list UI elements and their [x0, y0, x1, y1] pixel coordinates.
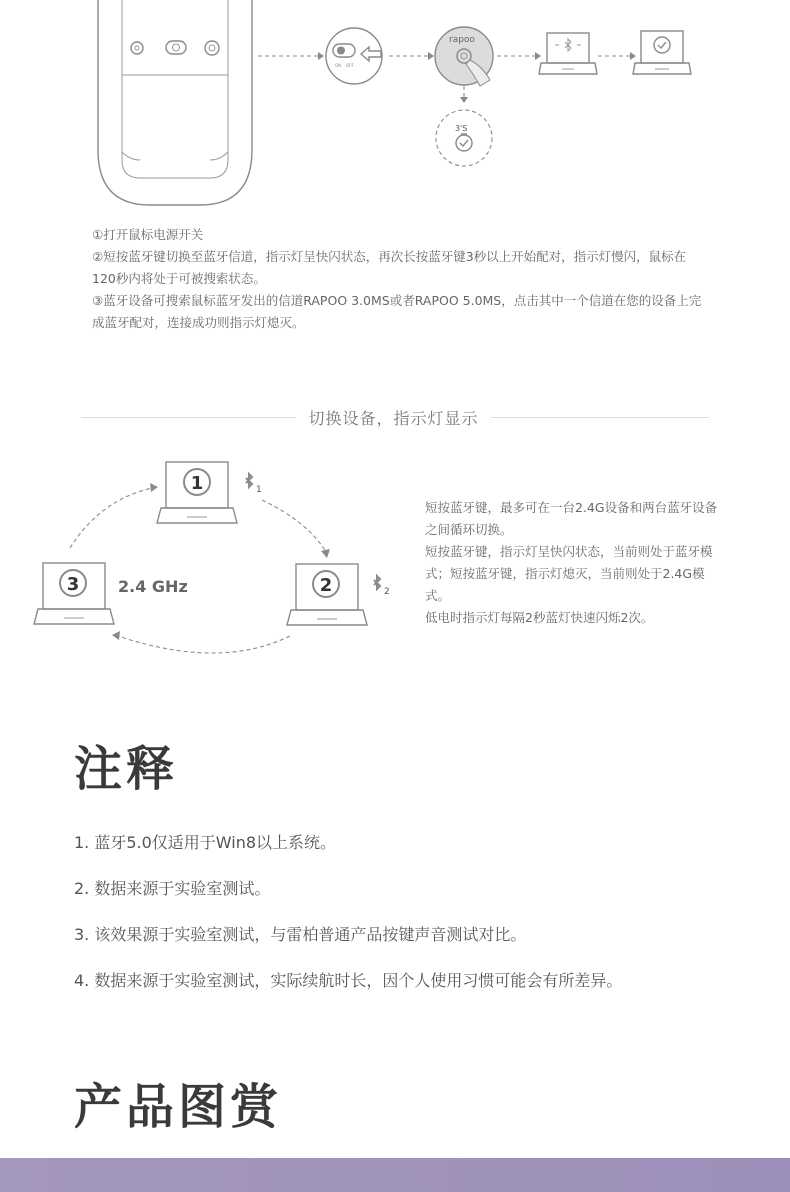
- notes-list: [74, 830, 754, 1014]
- switch-off-label: OFF: [346, 63, 354, 68]
- description-line-2: 短按蓝牙键，指示灯呈快闪状态，当前则处于蓝牙模式；短按蓝牙键，指示灯熄灭，当前则处于2.4G模式。: [425, 544, 713, 603]
- description-line-3: 低电时指示灯每隔2秒蓝灯快速闪烁2次。: [425, 610, 654, 625]
- note-item-4: 4. 数据来源于实验室测试，实际续航时长，因个人使用习惯可能会有所差异。: [74, 971, 623, 990]
- timer-label: 3'S: [455, 124, 468, 133]
- device-switch-diagram: [0, 450, 420, 670]
- device-3-frequency-label: 2.4 GHz: [118, 577, 188, 596]
- device-2-number: 2: [319, 575, 333, 596]
- device-2-laptop-icon: [287, 564, 390, 625]
- gallery-image-band: [0, 1158, 790, 1192]
- gallery-heading: 产品图赏: [74, 1079, 283, 1135]
- device-3-laptop-icon: [34, 563, 188, 624]
- note-item-3: 3. 该效果源于实验室测试，与雷柏普通产品按键声音测试对比。: [74, 925, 527, 944]
- power-switch-icon: [326, 28, 382, 84]
- mouse-underside-illustration: [98, 0, 252, 205]
- switch-on-label: ON: [335, 63, 342, 68]
- pairing-steps: [92, 224, 702, 334]
- switch-section-title: [0, 406, 790, 429]
- note-item-1: 1. 蓝牙5.0仅适用于Win8以上系统。: [74, 833, 337, 852]
- timer-icon: [436, 110, 492, 166]
- device-1-bt-sub: 1: [256, 485, 262, 495]
- description-line-1: 短按蓝牙键，最多可在一台2.4G设备和两台蓝牙设备之间循环切换。: [425, 500, 718, 537]
- step-1: ①打开鼠标电源开关: [92, 227, 204, 242]
- step-3: ③蓝牙设备可搜索鼠标蓝牙发出的信道RAPOO 3.0MS或者RAPOO 5.0MS，点击其中一个信道在您的设备上完成蓝牙配对，连接成功则指示灯熄灭。: [92, 293, 702, 330]
- switch-section-title-text: 切换设备，指示灯显示: [308, 409, 479, 428]
- brand-label: rapoo: [449, 35, 475, 45]
- notes-heading: 注释: [74, 741, 179, 797]
- device-1-number: 1: [190, 473, 204, 494]
- device-3-number: 3: [66, 574, 80, 595]
- laptop-bluetooth-icon: [539, 33, 597, 74]
- bluetooth-press-icon: [435, 27, 493, 86]
- device-2-bt-sub: 2: [384, 587, 390, 597]
- note-item-2: 2. 数据来源于实验室测试。: [74, 879, 271, 898]
- switch-description: [425, 497, 725, 629]
- step-2: ②短按蓝牙键切换至蓝牙信道，指示灯呈快闪状态，再次长按蓝牙键3秒以上开始配对，指示灯慢闪，鼠标在120秒内将处于可被搜索状态。: [92, 249, 687, 286]
- title-rule-right: [491, 417, 709, 418]
- title-rule-left: [81, 417, 296, 418]
- laptop-check-icon: [633, 31, 691, 74]
- pairing-diagram: [0, 0, 790, 215]
- device-1-laptop-icon: [157, 462, 262, 523]
